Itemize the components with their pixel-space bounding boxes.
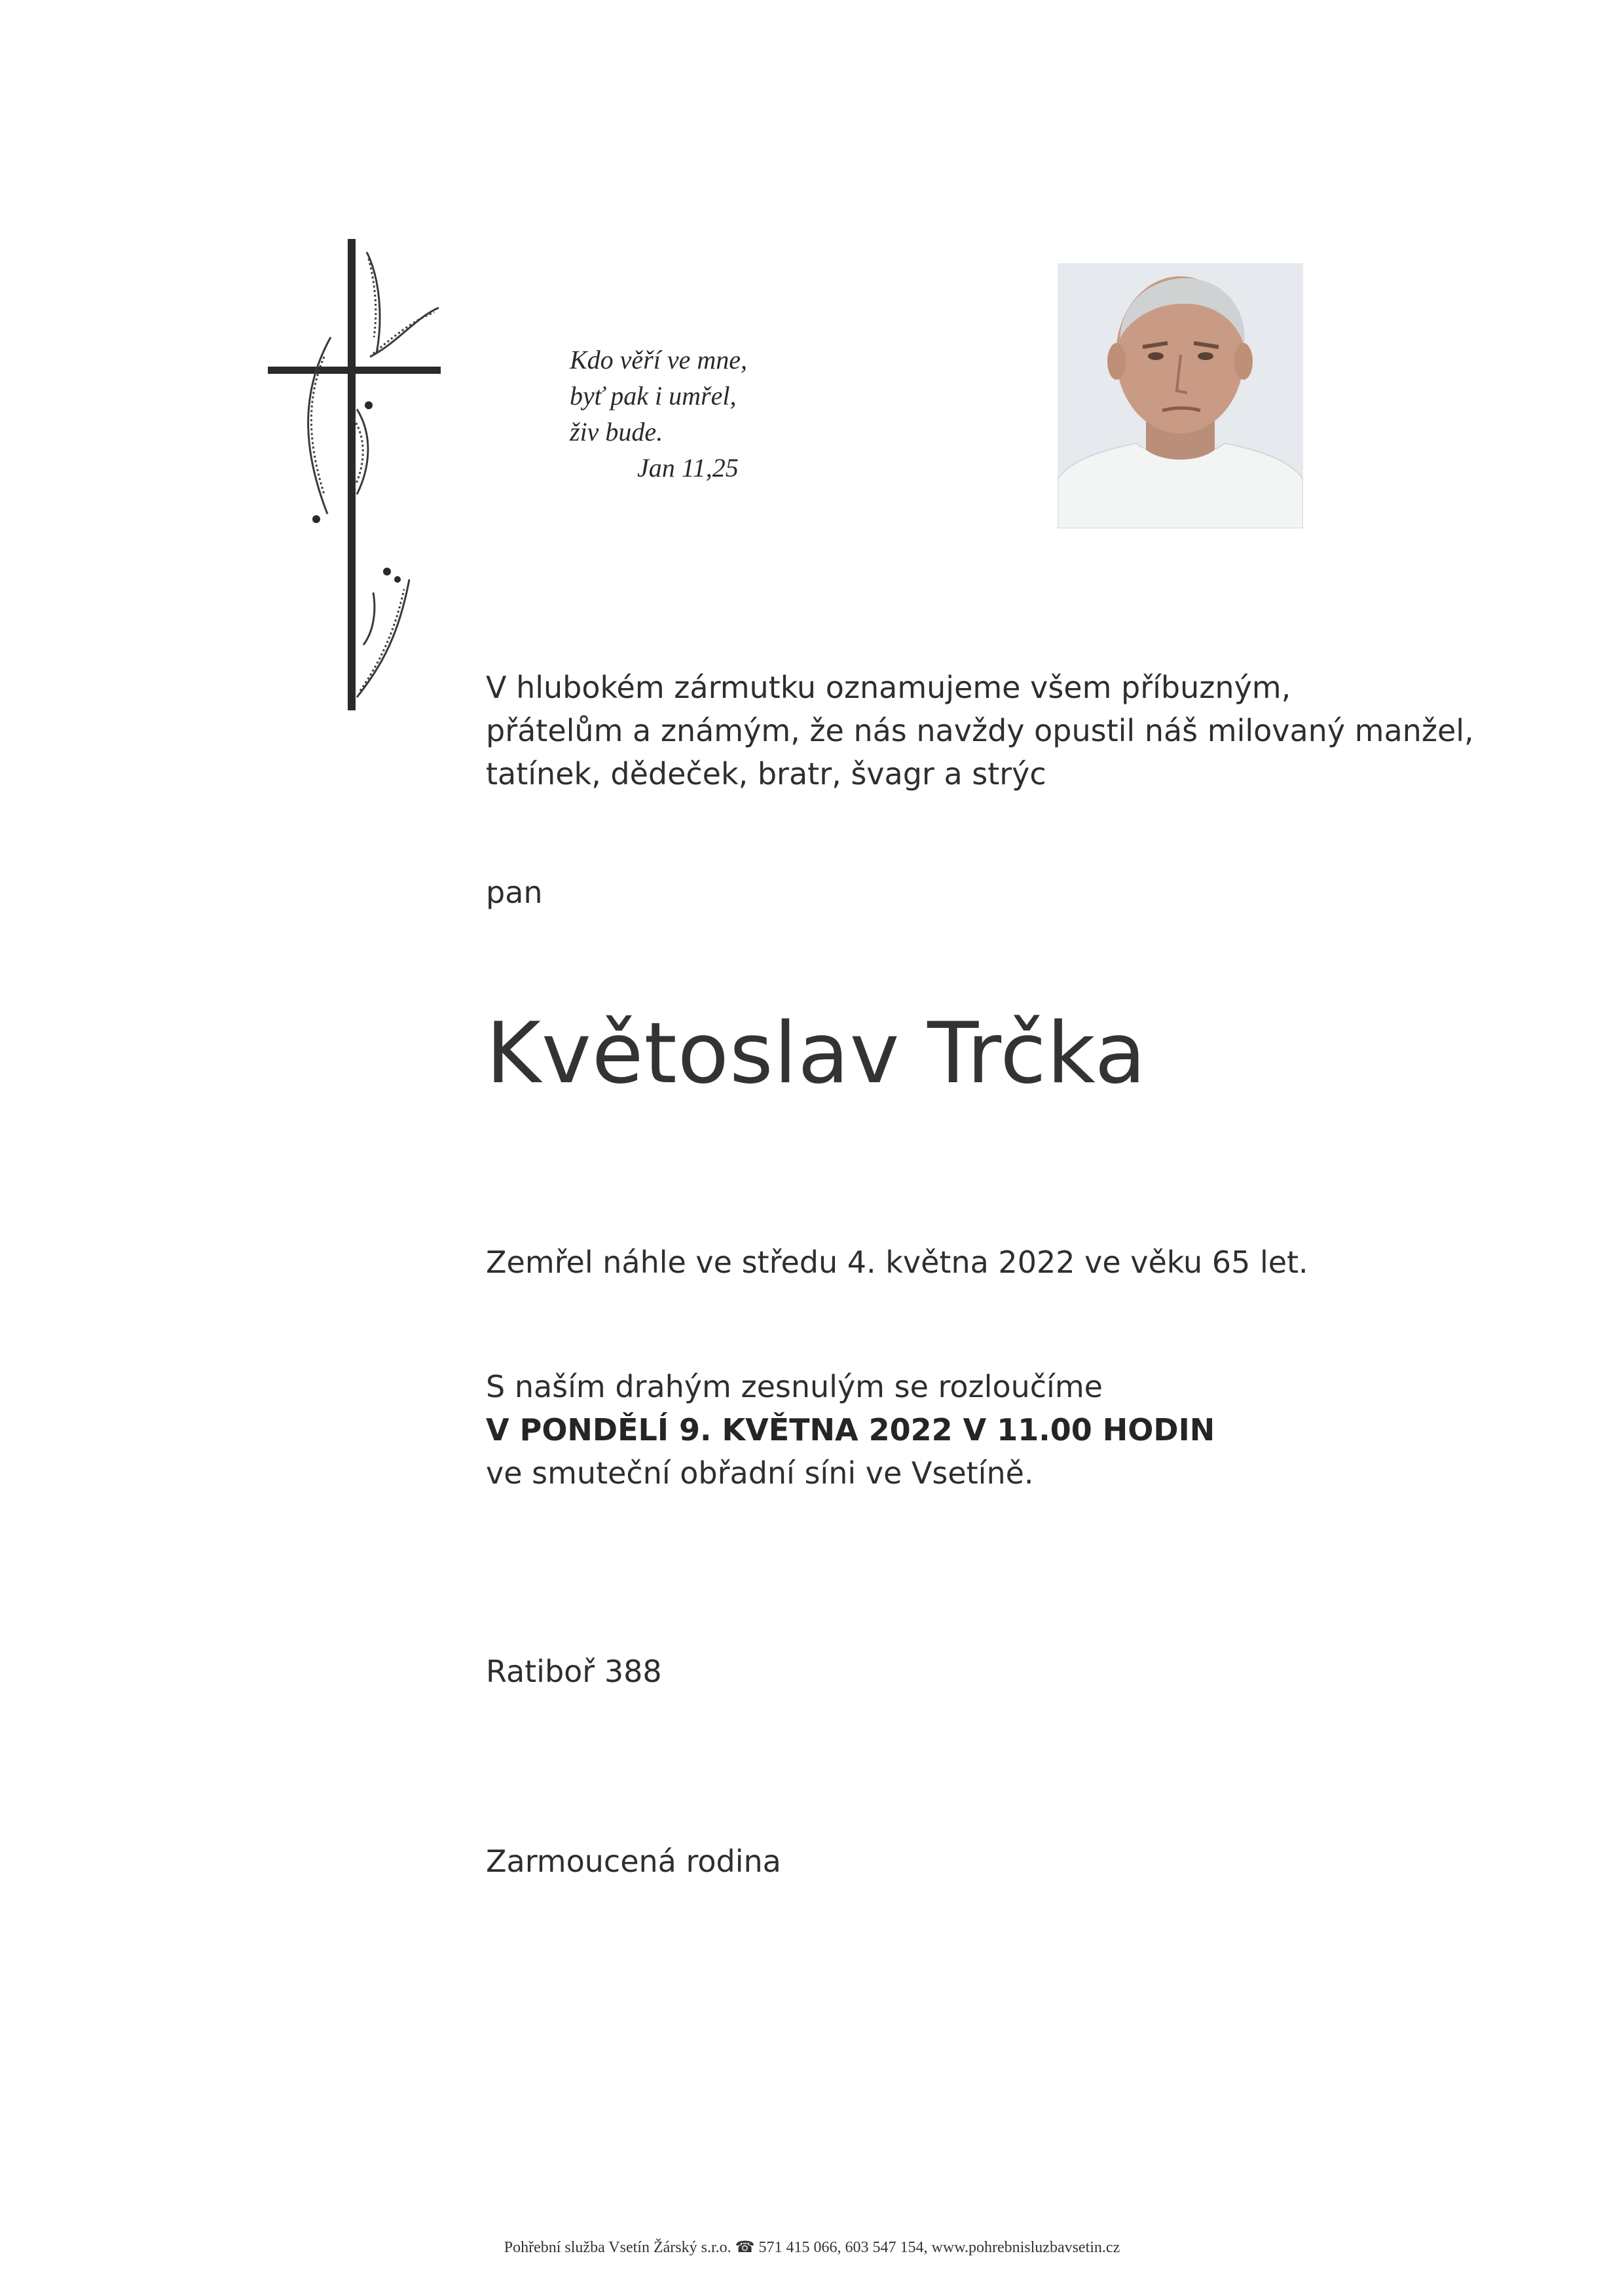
farewell-location: ve smuteční obřadní síni ve Vsetíně. — [486, 1455, 1034, 1491]
leaf-ornament-middle — [308, 337, 368, 514]
footer-company: Pohřební služba Vsetín Žárský s.r.o. — [504, 2239, 731, 2256]
intro-line: tatínek, dědeček, bratr, švagr a strýc — [486, 756, 1046, 792]
cross-vertical-beam — [348, 239, 356, 710]
verse-line: živ bude. — [570, 417, 663, 446]
intro-line: V hlubokém zármutku oznamujeme všem příbuzným, — [486, 670, 1291, 705]
footer — [0, 2238, 1624, 2257]
footer-website: www.pohrebnisluzbavsetin.cz — [931, 2239, 1120, 2256]
farewell-intro: S naším drahým zesnulým se rozloučíme — [486, 1369, 1103, 1404]
deceased-name: Květoslav Trčka — [486, 1005, 1147, 1102]
bible-verse — [570, 342, 747, 486]
cross-horizontal-beam — [268, 367, 441, 374]
berry — [365, 401, 373, 409]
death-notice: Zemřel náhle ve středu 4. května 2022 ve věku 65 let. — [486, 1245, 1308, 1280]
family-address: Ratiboř 388 — [486, 1654, 662, 1689]
berry — [394, 576, 401, 583]
salutation: pan — [486, 875, 543, 910]
verse-line: byť pak i umřel, — [570, 381, 737, 410]
leaf-ornament-upper — [367, 252, 439, 357]
verse-line: Kdo věří ve mne, — [570, 345, 748, 374]
cross-with-branch-ornament — [259, 239, 455, 710]
verse-reference: Jan 11,25 — [637, 453, 739, 483]
intro-paragraph — [486, 666, 1474, 795]
leaf-ornament-lower — [357, 579, 409, 697]
signature: Zarmoucená rodina — [486, 1844, 781, 1879]
portrait-photo — [1058, 263, 1303, 528]
phone-icon: ☎ — [735, 2239, 755, 2256]
berry — [383, 568, 391, 575]
footer-phones: 571 415 066, 603 547 154, — [758, 2239, 928, 2256]
farewell-date-time: V PONDĚLÍ 9. KVĚTNA 2022 V 11.00 HODIN — [486, 1412, 1215, 1448]
farewell-paragraph — [486, 1365, 1215, 1495]
berry — [312, 515, 320, 523]
intro-line: přátelům a známým, že nás navždy opustil náš milovaný manžel, — [486, 713, 1474, 748]
